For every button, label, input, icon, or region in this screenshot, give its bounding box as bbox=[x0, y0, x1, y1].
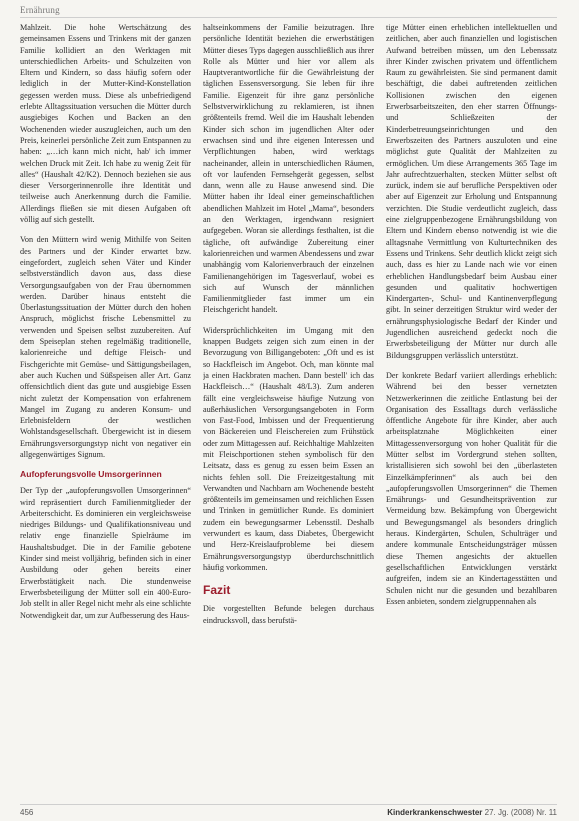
page-number: 456 bbox=[20, 808, 34, 817]
paragraph: haltseinkommens der Familie beizutragen. Ihre persönliche Identität beziehen die erwerbstätigen Mütter dieses Typs dagegen ausschließlich aus ihrer Rolle als Mütter und hier vor allem als Hauptverantwortliche für die Gewährleistung der täglichen Essensversorgung. Sie leben für ihre Familie. Eigenzeit für ihre ganz persönliche Selbstverwirklichung zu reklamieren, ist ihnen größtenteils fremd. Weil die im Haushalt lebenden Kinder sich schon im jugendlichen Alter oder erwachsen sind und ihre eigenen Interessen und Verpflichtungen haben, wird werktags nacheinander, allein in unterschiedlichen Räumen, oft vor laufenden Fernsehgerät gegessen, selbst dann, wenn alle zu Hause anwesend sind. Die Mütter haben ihr Ideal einer gemeinschaftlichen abendlichen Mahlzeit im Hotel „Mama“, besonders an den Werktagen, irgendwann resigniert aufgegeben. Woran sie allerdings festhalten, ist die tägliche, oft aufwändige Zubereitung einer kalorienreichen und warmen Abendessens und zwar unabhängig vom Kalorienverbrauch der einzelnen Familienangehörigen im Tagesverlauf, wobei es sich auf Wunsch der männlichen Familienmitglieder fast immer um ein Fleischgericht handelt. bbox=[203, 23, 374, 315]
section-heading: Fazit bbox=[203, 583, 231, 598]
header-divider bbox=[20, 17, 557, 18]
paragraph: Widersprüchlichkeiten im Umgang mit den knappen Budgets zeigen sich zum einen in der Bevorzugung von Billigangeboten: „Oft und es ist so Hackfleisch im Angebot. Och, man könnte mal ja einen Hackbraten machen. Dann bestell' ich das Hackfleisch…“ (Haushalt 48/L3). Zum anderen fällt eine vergleichsweise häufige Nutzung von außerhäuslichen Versorgungsangeboten in Form von Fast-Food, Imbissen und der Frequentierung von Bäckereien und Fleischereien zum Frühstück oder zum Mittagessen auf. Reichhaltige Mahlzeiten mit Fleischportionen stehen symbolisch für den Leitsatz, dass es genug zu essen beim Essen an nichts fehlen soll. Die Freizeitgestaltung mit Verwandten und Nachbarn am Wochenende besteht größtenteils im gemeinsamen und reichlichen Essen und Trinken in gemütlicher Runde. Es dominiert zudem ein bewegungsarmer Lebensstil. Deshalb verwundert es kaum, dass Diabetes, Übergewicht und Herz-Kreislaufprobleme bei diesem Ernährungsversorgungstyp überdurchschnittlich häufig vorkommen. bbox=[203, 325, 374, 572]
paragraph: tige Mütter einen erheblichen intellektuellen und zeitlichen, aber auch finanziellen und logistischen Aufwand betreiben müssen, um den Lebenssatz ihrer Kinder zwischen privatem und öffentlichem Raum zu gewährleisten. Sie sind permanent damit beschäftigt, die dabei auftretenden zeitlichen Kollisionen zwischen den eigenen Erwerbsarbeitszeiten, den eher starren Öffnungs- und Schließzeiten der Kinderbetreuungseinrichtungen und den Erwerbszeiten des Partners auszuloten und eine möglichst gute Qualität der Mahlzeiten zu ermöglichen. Um diese Arrangements 365 Tage im Jahr aufrechtzuerhalten, stecken Mütter selbst oft zurück, indem sie auf berufliche Perspektiven oder aber auf Eigenzeit zur Erholung und Entspannung verzichten. Die Studie verdeutlicht zugleich, dass eine zielgruppenbezogene Ernährungsbildung von Eltern und Kindern ebenso notwendig ist wie die alltagsnahe Vermittlung von Kulturtechniken des Essens und Trinkens. Sehr deutlich klickt zeigt sich auch, dass es hier zu Lande nach wie vor einen erheblichen Handlungsbedarf beim Ausbau einer gesunden und qualitativ hochwertigen Kindergarten-, Schul- und Kantinenverpflegung gibt. In seiner derzeitigen Struktur wird weder der ernährungsphysiologische Bedarf der Kinder und Jugendlichen ausreichend gedeckt noch die Erwerbsbeteiligung der Mütter nur durch alle Bildungsgruppen verlässlich unterstützt. bbox=[386, 23, 557, 360]
paragraph: Die vorgestellten Befunde belegen durchaus eindrucksvoll, dass berufstä- bbox=[203, 604, 374, 625]
journal-name: Kinderkrankenschwester bbox=[387, 808, 483, 817]
paragraph: Mahlzeit. Die hohe Wertschätzung des gemeinsamen Essens und Trinkens mit der ganzen Familie kollidiert an den Werktagen mit unterschiedlichen Arbeits- und Schulzeiten von Eltern und Kindern, so dass häufig sofern oder lediglich in der Mutter-Kind-Konstellation gegessen werden muss. Diese als unbefriedigend erlebte Alltagssituation versuchen die Mütter durch ausgiebiges Kochen und Backen an den Wochenenden wieder auszugleichen, auch um den Preis, keinerlei persönliche Zeit zum Entspannen zu haben: „…ich kann mich nicht, hab' ich immer welchen Druck mit Zeit. Ich habe zu wenig Zeit für alles“ (Haushalt 42/K2). Dennoch beziehen sie aus dieser Versorgerinnenrolle ihre Identität und teilweise auch Anerkennung durch die Familie. Allerdings fließen sie mit diesen Aufgaben oft völlig auf sich gestellt. bbox=[20, 23, 191, 225]
column-2 bbox=[203, 22, 374, 802]
article-body bbox=[20, 22, 557, 802]
paragraph: Der konkrete Bedarf variiert allerdings erheblich: Während bei den besser vernetzten Netzwerkerinnen die zeitliche Entlastung bei der Organisation des Essalltags durch verlässliche öffentliche Angebote für ihre Kinder, aber auch arbeitsplatznahe Möglichkeiten einer Mittagessenversorgung von hoher Qualität für die Mütter selbst im Vordergrund stehen sollten, kristallisieren sich sowohl bei den „überlasteten Einzelkämpferinnen“ als auch bei den „aufopferungsvollen Umsorgerinnen“ die Themen Ernährungs- und Gesundheitsprävention zur Vermeidung bzw. Bekämpfung von Übergewicht und Bewegungsmangel als besonders dringlich heraus. Kindergärten, Schulen, Schulträger und andere kommunale Entscheidungsträger müssen diese Themen angesichts der aktuellen gesellschaftlichen Entwicklungen verstärkt aufgreifen, indem sie an Kindertagesstätten und Schulen nicht nur die gesunden und bezahlbaren Essen anbieten, sondern zielgruppennahen als bbox=[386, 370, 557, 606]
journal-issue: 27. Jg. (2008) Nr. 11 bbox=[484, 808, 557, 817]
journal-citation bbox=[387, 808, 557, 817]
column-3 bbox=[386, 22, 557, 802]
section-header: Ernährung bbox=[20, 5, 60, 15]
column-1 bbox=[20, 22, 191, 802]
paragraph: Von den Müttern wird wenig Mithilfe von Seiten des Partners und der Kinder erwartet bzw. eingefordert, zugleich sehen Väter und Kinder selbstverständlich davon aus, dass diese Versorgungsaufgaben von der Frau übernommen werden. Darüber hinaus entsteht die Überlastungssituation der Mütter durch den hohen Anspruch, möglichst frische Lebensmittel zu verwenden und Speisen selbst zuzubereiten. Auf dem Speiseplan stehen regelmäßig traditionelle, kalorienreiche und deftige Fleisch- und Fischgerichte mit Gemüse- und Sättigungsbeilagen, aber auch Kuchen und Süßspeisen aller Art. Ganz offensichtlich dient das gute und ausgiebige Essen nicht zuletzt der Kompensation von erfahrenem Mangel im Zugang zu anderen Konsum- und Erlebnisfeldern der westlichen Wohlstandsgesellschaft. Übergewicht ist in diesem Ernährungsversorgungstyp nicht von negativer ein allgegenwärtiges Signum. bbox=[20, 235, 191, 459]
footer-divider bbox=[20, 804, 557, 805]
paragraph: Der Typ der „aufopferungsvollen Umsorgerinnen“ wird repräsentiert durch Familienmitglieder der Arbeiterschicht. Es dominieren ein vergleichsweise niedriges Bildungs- und Qualifikationsniveau und relativ enge finanzielle Spielräume im Haushaltsbudget. Die in der Familie gebotene Kinder sind meist volljährig, befinden sich in einer Ausbildung oder gehen bereits einer Erwerbstätigkeit nach. Die stundenweise Erwerbsbeteiligung der Mütter soll ein 400-Euro-Job stellt in aller Regel nicht mehr als eine schlichte Notwendigkeit dar, um zur Aufbesserung des Haus- bbox=[20, 486, 191, 620]
section-heading: Aufopferungsvolle Umsorgerinnen bbox=[20, 469, 162, 480]
